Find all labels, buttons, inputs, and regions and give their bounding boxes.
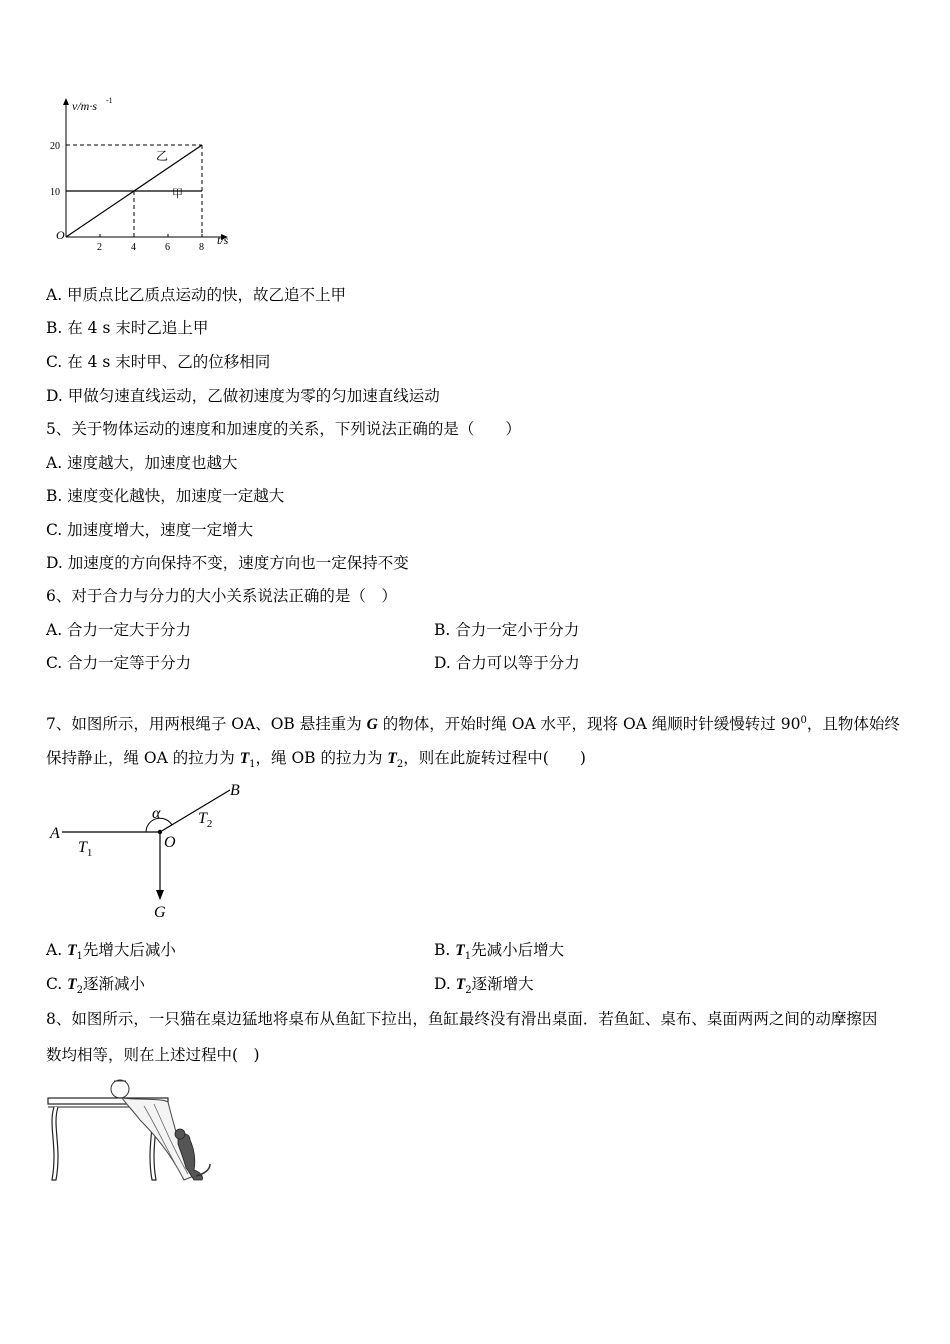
y-axis-unit-exponent: -1 <box>106 96 113 105</box>
q8-stem-line2: 数均相等，则在上述过程中( ) <box>46 1046 260 1064</box>
q7-t2-symbol: T <box>387 750 397 767</box>
q6-option-d: D. 合力可以等于分力 <box>434 654 580 672</box>
q4-option-d: D. 甲做匀速直线运动，乙做初速度为零的匀加速直线运动 <box>46 387 440 405</box>
velocity-time-graph <box>46 92 306 252</box>
q7-stem-text: 的物体，开始时绳 OA 水平，现将 OA 绳顺时针缓慢转过 90 <box>377 715 801 734</box>
q7-stem-text: ，则在此旋转过程中( ) <box>403 749 586 767</box>
y-axis-arrow <box>63 98 69 105</box>
label-a: A <box>50 825 60 842</box>
q4-option-b: B. 在 4 s 末时乙追上甲 <box>46 319 209 337</box>
label-t2: $T_2$ <box>198 810 213 830</box>
y-axis-label: v/m·s <box>72 99 97 113</box>
q5-option-c: C. 加速度增大，速度一定增大 <box>46 521 254 539</box>
q5-stem: 5、关于物体运动的速度和加速度的关系，下列说法正确的是（ ） <box>46 420 521 438</box>
q6-option-b: B. 合力一定小于分力 <box>434 621 580 639</box>
x-tick-label: 8 <box>199 242 204 252</box>
q7-stem-text: 7、如图所示，用两根绳子 OA、OB 悬挂重为 <box>46 715 367 734</box>
point-o <box>158 830 162 834</box>
x-tick-label: 6 <box>165 242 170 252</box>
q7-t1-symbol: T <box>239 750 250 767</box>
y-tick-label: 20 <box>50 141 60 152</box>
cat-tablecloth-illustration <box>44 1076 214 1186</box>
weight-arrow <box>156 890 164 900</box>
q8-stem-line1: 8、如图所示，一只猫在桌边猛地将桌布从鱼缸下拉出，鱼缸最终没有滑出桌面．若鱼缸、桌布、桌面两两之间的动摩擦因 <box>46 1010 878 1028</box>
x-tick-label: 4 <box>131 242 136 252</box>
q7-stem-line2 <box>46 748 586 775</box>
q7-force-diagram <box>46 780 266 920</box>
q6-stem: 6、对于合力与分力的大小关系说法正确的是（ ） <box>46 587 397 605</box>
q7-degree-sup: 0 <box>800 715 807 726</box>
q7-t2-sub: 2 <box>396 759 404 771</box>
x-tick-label: 2 <box>97 242 102 252</box>
q7-option-a: A. $T_1$先增大后减小 <box>46 941 176 963</box>
table-leg-left <box>52 1107 58 1180</box>
series-label-yi: 乙 <box>156 149 169 163</box>
q7-weight-symbol: G <box>366 716 378 734</box>
y-tick-label: 10 <box>50 187 60 198</box>
label-t1: $T_1$ <box>78 839 93 859</box>
label-alpha: α <box>152 805 161 822</box>
q6-option-c: C. 合力一定等于分力 <box>46 654 192 672</box>
q6-option-a: A. 合力一定大于分力 <box>46 621 192 639</box>
q7-option-b: B. $T_1$先减小后增大 <box>434 941 565 963</box>
q7-stem-text: 保持静止，绳 OA 的拉力为 <box>46 749 240 767</box>
label-g: G <box>154 904 166 920</box>
q7-option-d: D. $T_2$逐渐增大 <box>434 975 534 997</box>
q7-t1-sub: 1 <box>249 759 256 771</box>
rope-ob <box>160 790 230 832</box>
q7-stem-text: ，绳 OB 的拉力为 <box>255 749 388 767</box>
q5-option-b: B. 速度变化越快，加速度一定越大 <box>46 487 285 505</box>
fishbowl <box>111 1080 129 1098</box>
q7-option-c: C. $T_2$逐渐减小 <box>46 975 146 997</box>
q7-stem-line1 <box>46 711 900 735</box>
q5-option-d: D. 加速度的方向保持不变，速度方向也一定保持不变 <box>46 554 409 572</box>
series-label-jia: 甲 <box>172 188 183 200</box>
q5-option-a: A. 速度越大，加速度也越大 <box>46 454 238 472</box>
q7-stem-text: ，且物体始终 <box>806 715 900 734</box>
label-o: O <box>164 834 176 851</box>
label-b: B <box>230 782 240 799</box>
x-axis-label: t/s <box>217 233 229 247</box>
cat-head <box>175 1129 185 1139</box>
q4-option-c: C. 在 4 s 末时甲、乙的位移相同 <box>46 353 271 371</box>
q4-option-a: A. 甲质点比乙质点运动的快，故乙追不上甲 <box>46 286 347 304</box>
origin-label: O <box>56 228 65 242</box>
